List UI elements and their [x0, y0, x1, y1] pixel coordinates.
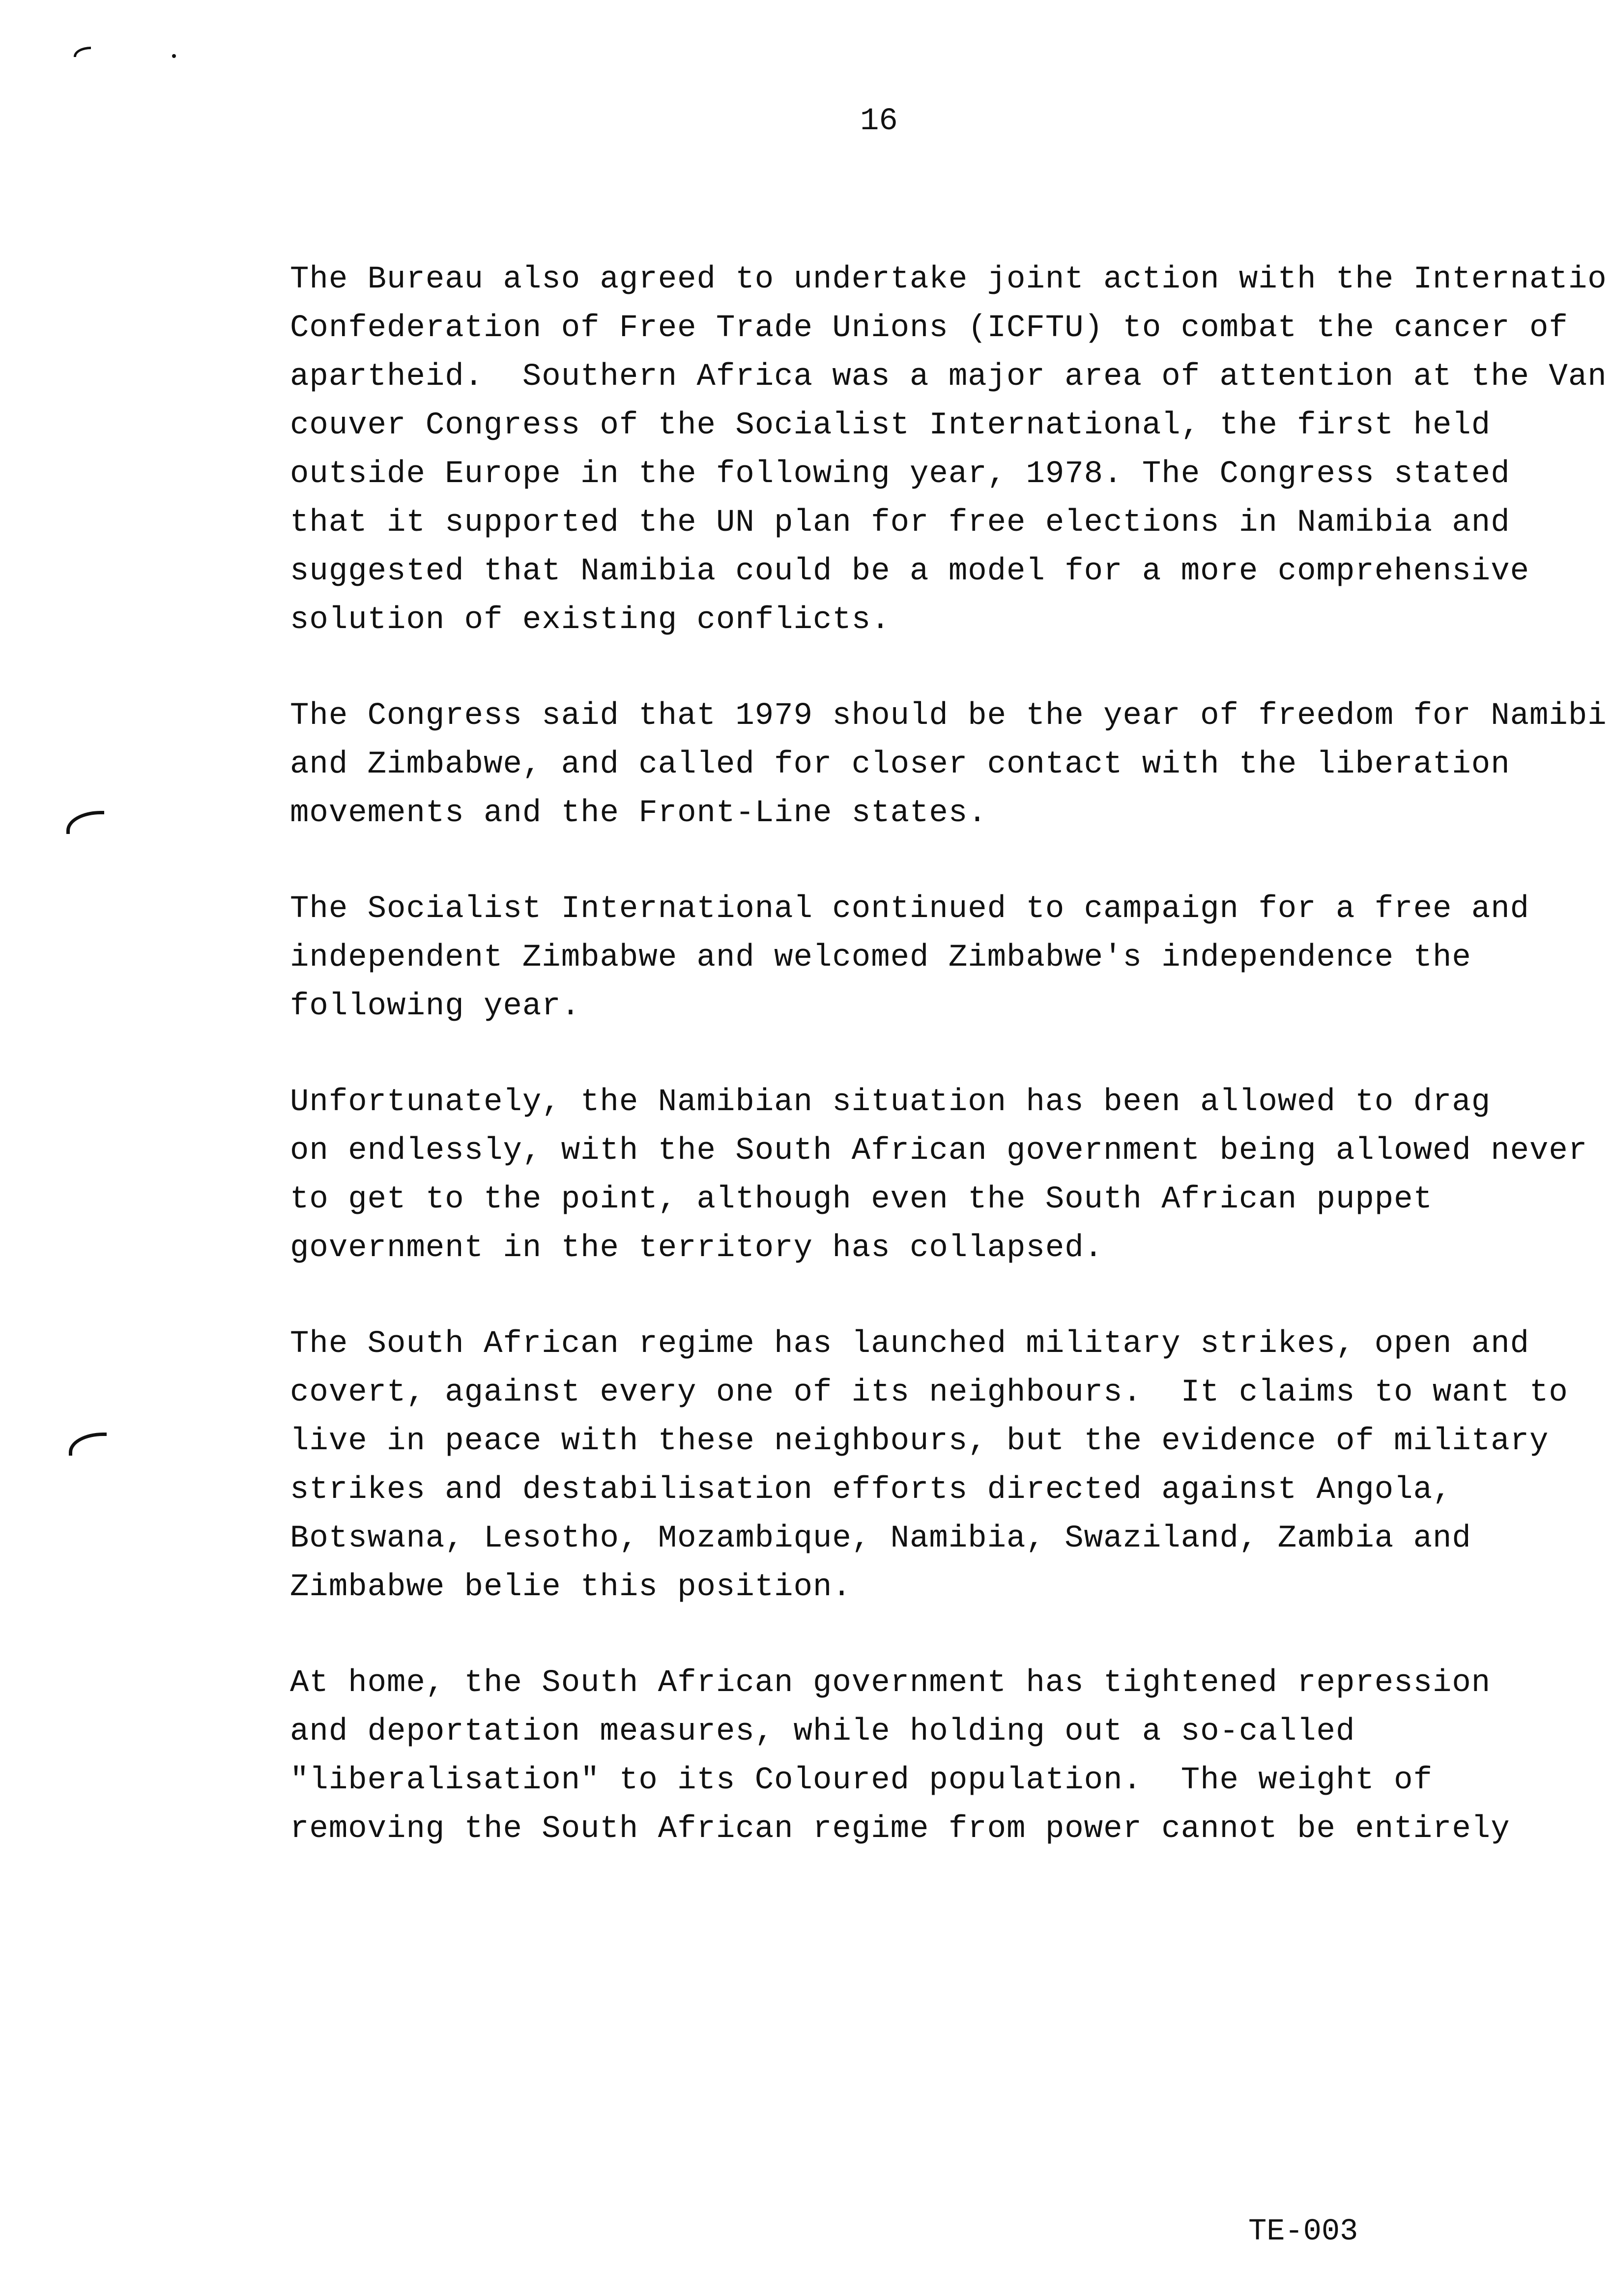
binder-hole-mark	[69, 1433, 107, 1456]
text-line: Botswana, Lesotho, Mozambique, Namibia, Swaziland, Zambia and	[290, 1521, 1471, 1556]
body-text	[290, 256, 1612, 1901]
text-line: outside Europe in the following year, 1978. The Congress stated	[290, 457, 1510, 492]
text-line: independent Zimbabwe and welcomed Zimbabwe's independence the	[290, 940, 1471, 976]
text-line: "liberalisation" to its Coloured population. The weight of	[290, 1763, 1433, 1798]
text-line: The Socialist International continued to campaign for a free and	[290, 891, 1529, 927]
text-line: Confederation of Free Trade Unions (ICFTU) to combat the cancer of	[290, 311, 1568, 346]
text-line: following year.	[290, 989, 581, 1024]
text-line: government in the territory has collapsed.	[290, 1231, 1104, 1266]
text-line: and deportation measures, while holding out a so-called	[290, 1714, 1355, 1750]
text-line: removing the South African regime from power cannot be entirely	[290, 1811, 1510, 1847]
text-line: solution of existing conflicts.	[290, 603, 891, 638]
text-line: couver Congress of the Socialist International, the first held	[290, 408, 1491, 443]
paragraph	[290, 885, 1612, 1031]
binder-hole-mark	[66, 811, 104, 834]
text-line: covert, against every one of its neighbours. It claims to want to	[290, 1375, 1568, 1410]
paragraph	[290, 1320, 1612, 1612]
text-line: The Bureau also agreed to undertake joint action with the Internatio	[290, 262, 1607, 297]
document-code: TE-003	[1248, 2214, 1358, 2249]
text-line: suggested that Namibia could be a model for a more comprehensive	[290, 554, 1529, 589]
text-line: and Zimbabwe, and called for closer contact with the liberation	[290, 747, 1510, 782]
text-line: strikes and destabilisation efforts directed against Angola,	[290, 1472, 1452, 1508]
text-line: Zimbabwe belie this position.	[290, 1570, 852, 1605]
text-line: live in peace with these neighbours, but the evidence of military	[290, 1424, 1549, 1459]
text-line: At home, the South African government has tightened repression	[290, 1665, 1491, 1701]
text-line: apartheid. Southern Africa was a major area of attention at the Van	[290, 359, 1607, 395]
paragraph	[290, 692, 1612, 838]
page-number: 16	[860, 104, 898, 139]
scan-mark	[74, 47, 91, 57]
text-line: The South African regime has launched military strikes, open and	[290, 1326, 1529, 1362]
paragraph	[290, 1078, 1612, 1273]
text-line: movements and the Front-Line states.	[290, 796, 987, 831]
text-line: that it supported the UN plan for free elections in Namibia and	[290, 505, 1510, 541]
scan-dot	[172, 54, 176, 58]
text-line: on endlessly, with the South African government being allowed never	[290, 1133, 1588, 1169]
text-line: The Congress said that 1979 should be the year of freedom for Namibi	[290, 698, 1607, 734]
text-line: Unfortunately, the Namibian situation has been allowed to drag	[290, 1085, 1491, 1120]
paragraph	[290, 1659, 1612, 1854]
paragraph	[290, 256, 1612, 645]
text-line: to get to the point, although even the South African puppet	[290, 1182, 1433, 1217]
